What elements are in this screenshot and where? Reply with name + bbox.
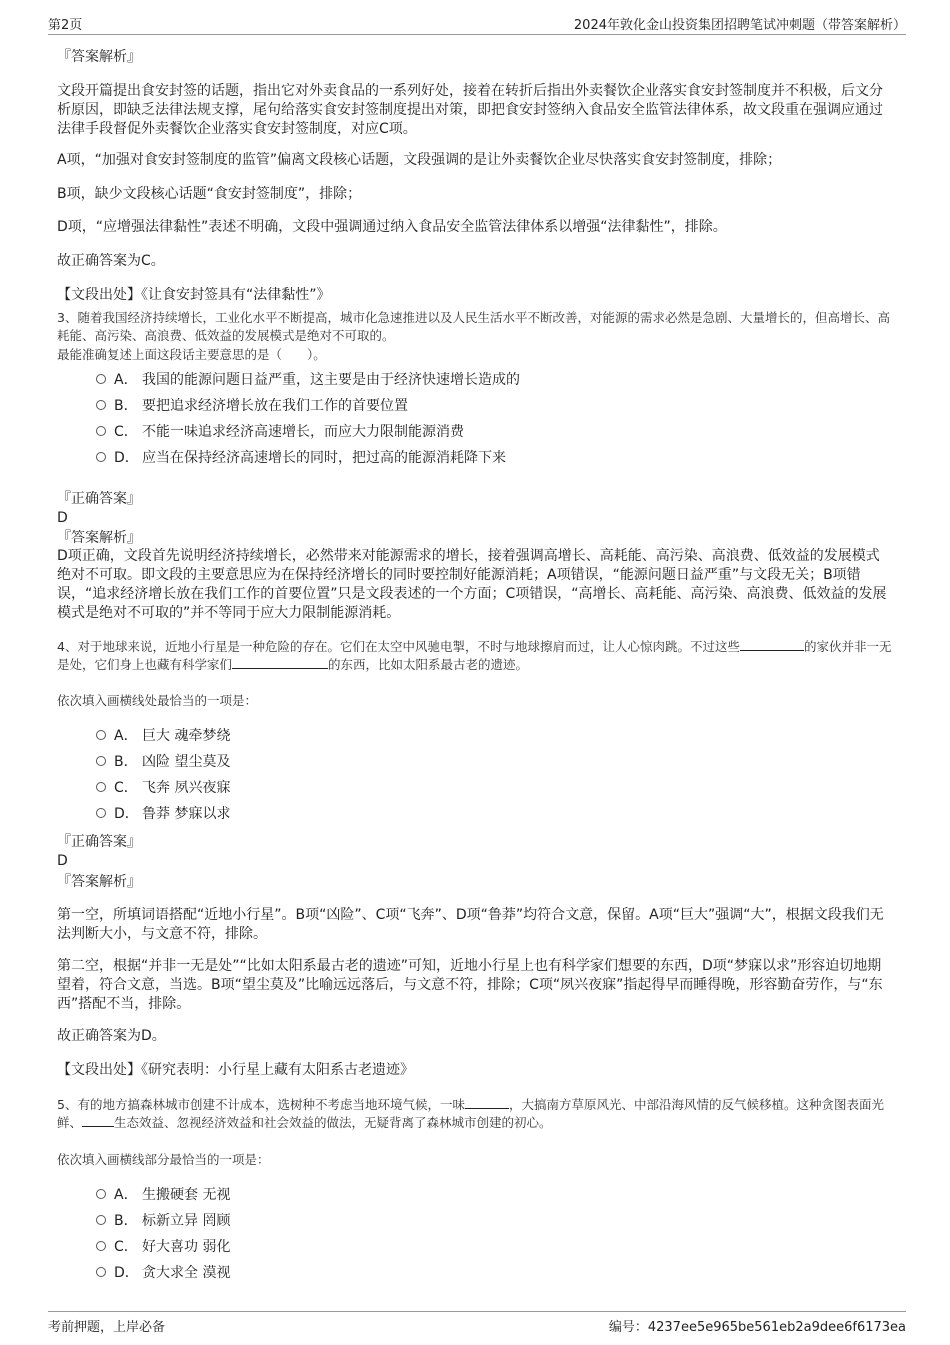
document-id: 编号：4237ee5e965be561eb2a9dee6f6173ea <box>608 1320 906 1335</box>
radio-icon[interactable] <box>96 1241 106 1251</box>
q5-option-a[interactable]: A． 生搬硬套 无视 <box>96 1182 796 1208</box>
q5-option-d[interactable]: D． 贪大求全 漠视 <box>96 1260 796 1286</box>
radio-icon[interactable] <box>96 1267 106 1277</box>
q4-prompt: 依次填入画横线处最恰当的一项是： <box>57 693 258 708</box>
q3-question: 最能准确复述上面这段话主要意思的是（ ）。 <box>57 347 326 362</box>
q4-option-d[interactable]: D． 鲁莽 梦寐以求 <box>96 801 796 827</box>
q5-option-c[interactable]: C． 好大喜功 弱化 <box>96 1234 796 1260</box>
radio-icon[interactable] <box>96 452 106 462</box>
q3-option-d[interactable]: D． 应当在保持经济高速增长的同时，把过高的能源消耗降下来 <box>96 445 796 471</box>
q4-options <box>96 723 796 827</box>
q4-option-a[interactable]: A． 巨大 魂牵梦绕 <box>96 723 796 749</box>
document-title: 2024年敦化金山投资集团招聘笔试冲刺题（带答案解析） <box>573 18 906 33</box>
q3-option-a[interactable]: A． 我国的能源问题日益严重，这主要是由于经济快速增长造成的 <box>96 367 796 393</box>
footer-slogan: 考前押题，上岸必备 <box>48 1320 166 1335</box>
q4-analysis-p2: 第二空，根据“并非一无是处”“比如太阳系最古老的遗迹”可知，近地小行星上也有科学家们想要的东西，D项“梦寐以求”形容迫切地期望着，符合文意，当选。B项“望尘莫及”比喻远远落后，与文意不符，排除；C项“夙兴夜寐”指起得早而睡得晚，形容勤奋劳作，与“东西”搭配不当，排除。 <box>57 958 883 1012</box>
radio-icon[interactable] <box>96 730 106 740</box>
q4-stem: 4、对于地球来说，近地小行星是一种危险的存在。它们在太空中风驰电掣，不时与地球擦肩而过，让人心惊肉跳。不过这些 的家伙并非一无是处，它们身上也藏有科学家们 的东西，比如太阳系最古老的遗迹。 <box>57 639 892 672</box>
q3-stem: 3、随着我国经济持续增长，工业化水平不断提高，城市化急速推进以及人民生活水平不断改善，对能源的需求必然是急剧、大量增长的，但高增长、高耗能、高污染、高浪费、低效益的发展模式是绝对不可取的。 <box>57 310 890 343</box>
q4-conclusion: 故正确答案为D。 <box>57 1028 166 1044</box>
q5-prompt: 依次填入画横线部分最恰当的一项是： <box>57 1152 270 1167</box>
radio-icon[interactable] <box>96 1215 106 1225</box>
q4-answer-label: 『正确答案』 <box>57 834 141 850</box>
radio-icon[interactable] <box>96 808 106 818</box>
q4-analysis-p1: 第一空，所填词语搭配“近地小行星”。B项“凶险”、C项“飞奔”、D项“鲁莽”均符合文意，保留。A项“巨大”强调“大”，根据文段我们无法判断大小，与文意不符，排除。 <box>57 907 884 942</box>
page-header <box>48 14 906 35</box>
q5-stem: 5、有的地方搞森林城市创建不计成本，选树种不考虑当地环境气候，一味 ，大搞南方草原风光、中部沿海风情的反气候移植。这种贪图表面光鲜、 生态效益、忽视经济效益和社会效益的做法，无疑背离了森林城市创建的初心。 <box>57 1097 884 1130</box>
q5-option-b[interactable]: B． 标新立异 罔顾 <box>96 1208 796 1234</box>
q5-options <box>96 1182 796 1286</box>
q4-blank-1 <box>740 638 804 651</box>
q4-option-c[interactable]: C． 飞奔 夙兴夜寐 <box>96 775 796 801</box>
q2-analysis-p4: D项，“应增强法律黏性”表述不明确，文段中强调通过纳入食品安全监管法律体系以增强“法律黏性”，排除。 <box>57 219 727 235</box>
radio-icon[interactable] <box>96 1189 106 1199</box>
q5-blank-1 <box>465 1096 509 1109</box>
q2-analysis-p3: B项，缺少文段核心话题“食安封签制度”，排除； <box>57 186 362 202</box>
q2-analysis-label: 『答案解析』 <box>57 49 141 65</box>
q3-option-c[interactable]: C． 不能一味追求经济高速增长，而应大力限制能源消费 <box>96 419 796 445</box>
q4-blank-2 <box>232 656 328 669</box>
q4-answer: D <box>57 853 68 869</box>
q4-source: 【文段出处】《研究表明：小行星上藏有太阳系古老遗迹》 <box>57 1062 414 1078</box>
q4-analysis-label: 『答案解析』 <box>57 874 141 890</box>
q5-blank-2 <box>82 1114 114 1127</box>
radio-icon[interactable] <box>96 400 106 410</box>
radio-icon[interactable] <box>96 782 106 792</box>
radio-icon[interactable] <box>96 426 106 436</box>
q2-source: 【文段出处】《让食安封签具有“法律黏性”》 <box>57 287 331 303</box>
q2-analysis-p2: A项，“加强对食安封签制度的监管”偏离文段核心话题，文段强调的是让外卖餐饮企业尽快落实食安封签制度，排除； <box>57 152 782 168</box>
q2-analysis-p1: 文段开篇提出食安封签的话题，指出它对外卖食品的一系列好处，接着在转折后指出外卖餐饮企业落实食安封签制度并不积极，后文分析原因，即缺乏法律法规支撑，尾句给落实食安封签制度提出对策，即把食安封签纳入食品安全监管法律体系，故文段重在强调应通过法律手段督促外卖餐饮企业落实食安封签制度，对应C项。 <box>57 83 883 137</box>
q3-option-b[interactable]: B． 要把追求经济增长放在我们工作的首要位置 <box>96 393 796 419</box>
page-number: 第2页 <box>48 18 83 33</box>
q3-analysis: D项正确，文段首先说明经济持续增长，必然带来对能源需求的增长，接着强调高增长、高耗能、高污染、高浪费、低效益的发展模式绝对不可取。即文段的主要意思应为在保持经济增长的同时要控制好能源消耗；A项错误，“能源问题日益严重”与文段无关；B项错误，“追求经济增长放在我们工作的首要位置”只是文段表述的一个方面；C项错误，“高增长、高耗能、高污染、高浪费、低效益的发展模式是绝对不可取的”并不等同于应大力限制能源消耗。 <box>57 548 887 621</box>
q2-conclusion: 故正确答案为C。 <box>57 253 165 269</box>
page-footer <box>48 1311 906 1334</box>
q3-analysis-label: 『答案解析』 <box>57 530 141 546</box>
q3-answer-label: 『正确答案』 <box>57 491 141 507</box>
radio-icon[interactable] <box>96 756 106 766</box>
radio-icon[interactable] <box>96 374 106 384</box>
q3-options <box>96 367 796 471</box>
q4-option-b[interactable]: B． 凶险 望尘莫及 <box>96 749 796 775</box>
q3-answer: D <box>57 510 68 526</box>
